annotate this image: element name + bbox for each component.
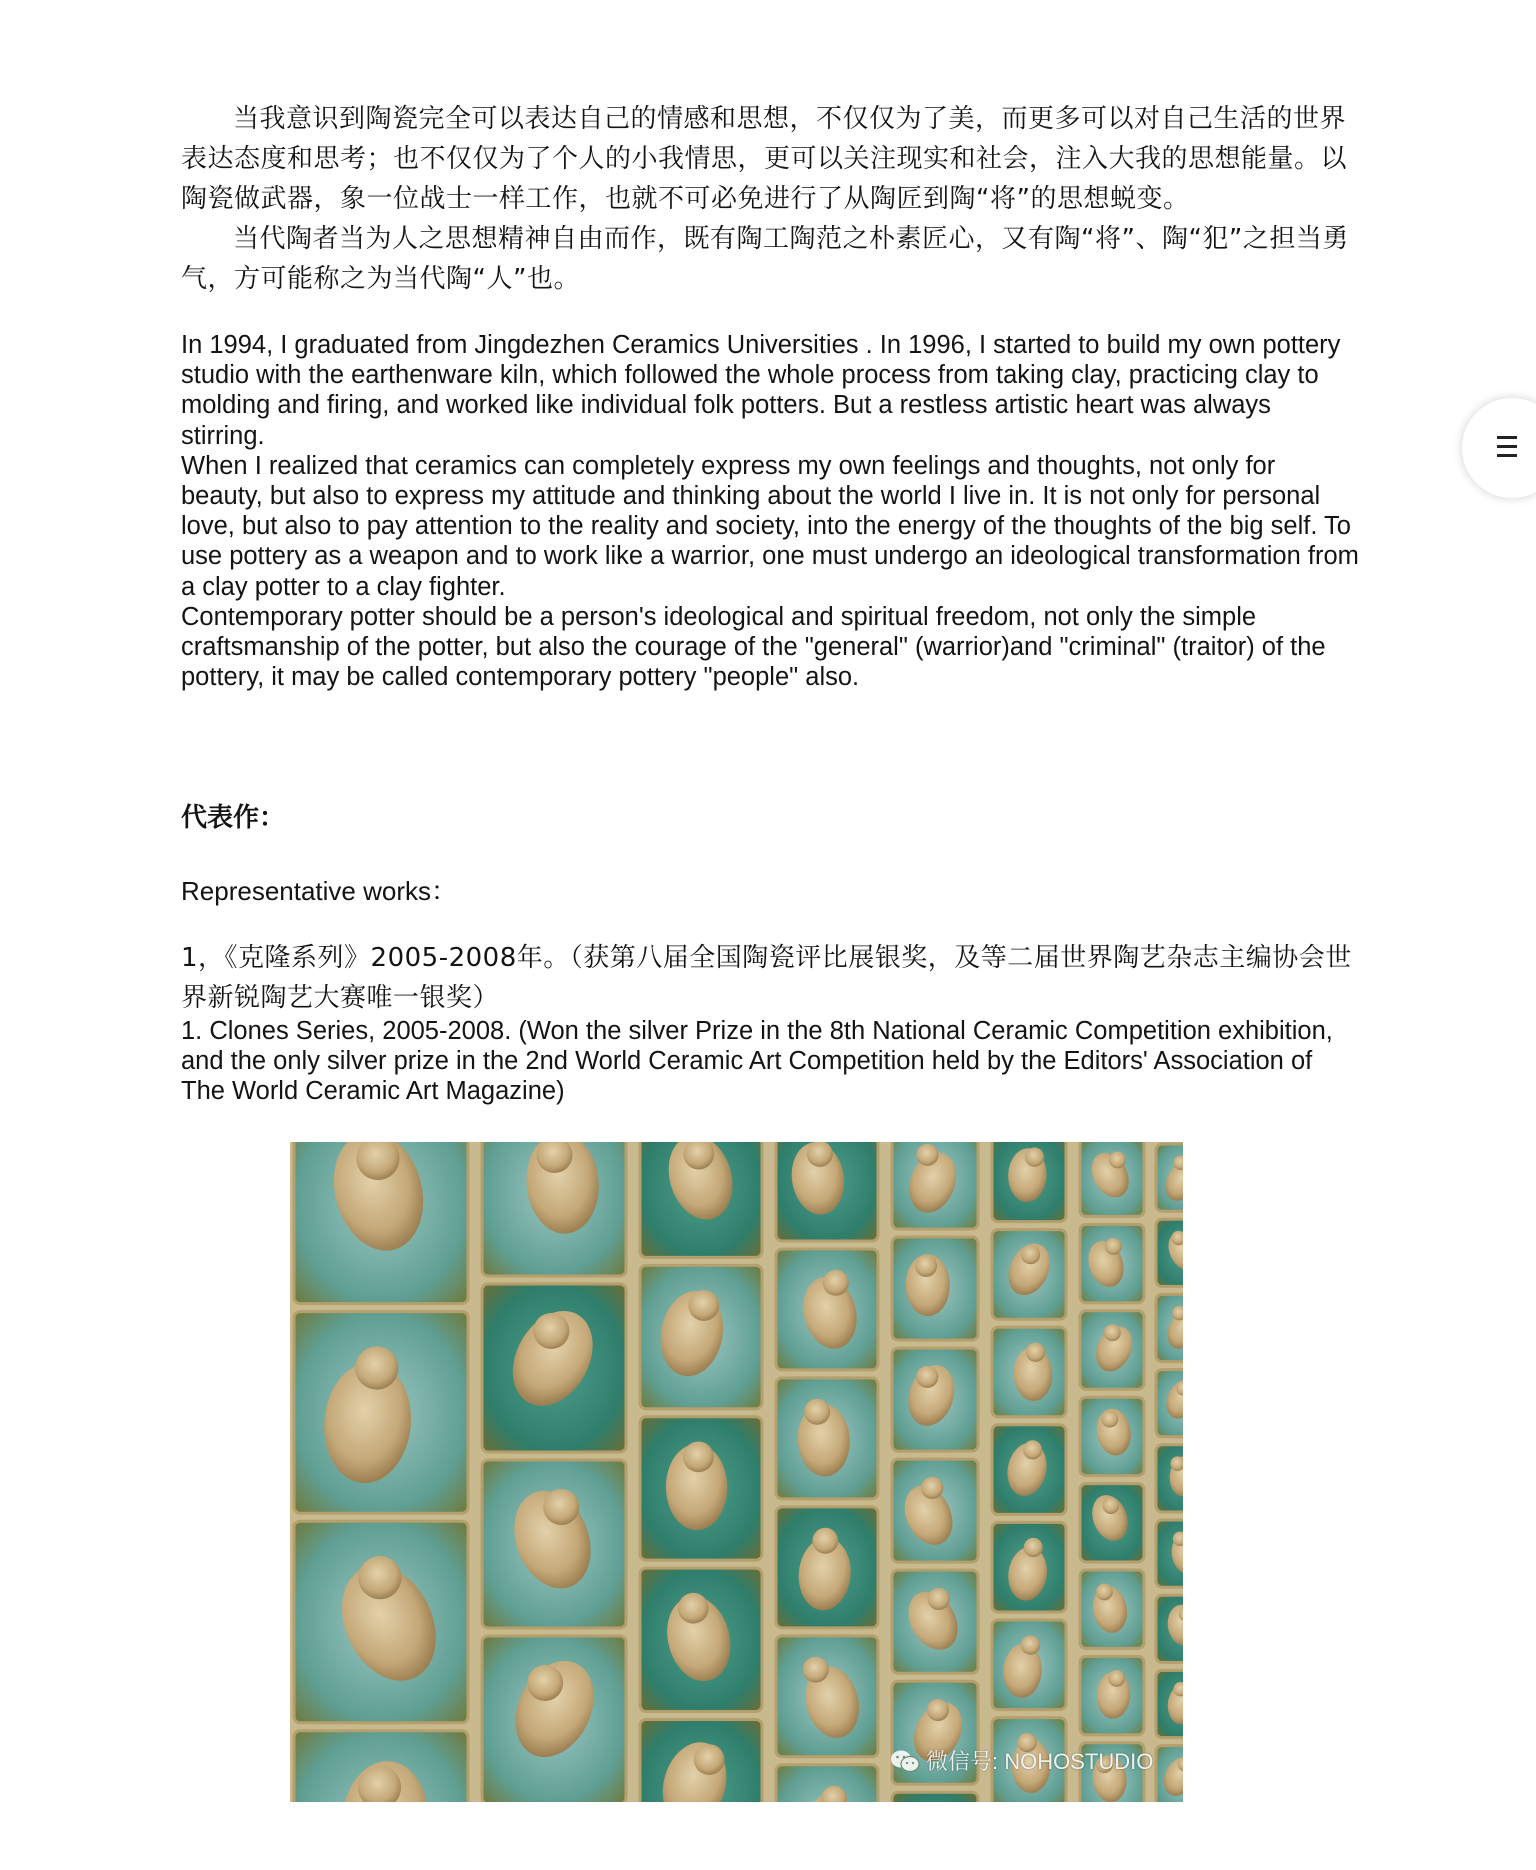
- intro-zh-paragraph-1: 当我意识到陶瓷完全可以表达自己的情感和思想，不仅仅为了美，而更多可以对自己生活的世界表达态度和思考；也不仅仅为了个人的小我情思，更可以关注现实和社会，注入大我的思想能量。以陶瓷做武器，象一位战士一样工作，也就不可必免进行了从陶匠到陶“将”的思想蜕变。: [181, 104, 1348, 214]
- watermark-text: 微信号: NOHOSTUDIO: [926, 1749, 1154, 1774]
- representative-works-heading-zh: 代表作：: [181, 803, 286, 833]
- representative-works-heading-en: Representative works：: [181, 876, 457, 906]
- intro-chinese: [181, 99, 1361, 299]
- intro-zh-paragraph-2: 当代陶者当为人之思想精神自由而作，既有陶工陶范之朴素匠心，又有陶“将”、陶“犯”之担当勇气，方可能称之为当代陶“人”也。: [181, 224, 1349, 294]
- work-1-en-text: 1. Clones Series, 2005-2008. (Won the silver Prize in the 8th National Ceramic Competition exhibition, and the only silver prize in the 2nd World Ceramic Art Competition held by the Editors' Association of The World Ceramic Art Magazine): [181, 1017, 1333, 1106]
- menu-button[interactable]: [1462, 398, 1536, 498]
- intro-en-paragraph-1: In 1994, I graduated from Jingdezhen Ceramics Universities . In 1996, I started to build my own pottery studio with the earthenware kiln, which followed the whole process from taking clay, practicing clay to molding and firing, and worked like individual folk potters. But a restless artistic heart was always stirring.: [181, 331, 1341, 450]
- work-1-zh-text: 1，《克隆系列》2005-2008年。（获第八届全国陶瓷评比展银奖，及等二届世界陶艺杂志主编协会世界新锐陶艺大赛唯一银奖）: [181, 943, 1352, 1013]
- wechat-icon: [890, 1749, 920, 1773]
- ceramic-tile-wall-image: [290, 1142, 1183, 1802]
- wechat-watermark: [890, 1745, 1153, 1776]
- clones-series-photo: [290, 1142, 1183, 1802]
- work-1-title-en: [181, 1016, 1361, 1107]
- work-1-title-zh: [181, 938, 1361, 1018]
- intro-en-paragraph-2: When I realized that ceramics can completely express my own feelings and thoughts, not only for beauty, but also to express my attitude and thinking about the world I live in. It is not only for personal love, but also to pay attention to the reality and society, into the energy of the thoughts of the big self. To use pottery as a weapon and to work like a warrior, one must undergo an ideological transformation from a clay potter to a clay fighter.: [181, 451, 1359, 601]
- intro-english: [181, 330, 1361, 692]
- intro-en-paragraph-3: Contemporary potter should be a person's ideological and spiritual freedom, not only the simple craftsmanship of the potter, but also the courage of the "general" (warrior)and "criminal" (traitor) of the pottery, it may be called contemporary pottery "people" also.: [181, 602, 1326, 692]
